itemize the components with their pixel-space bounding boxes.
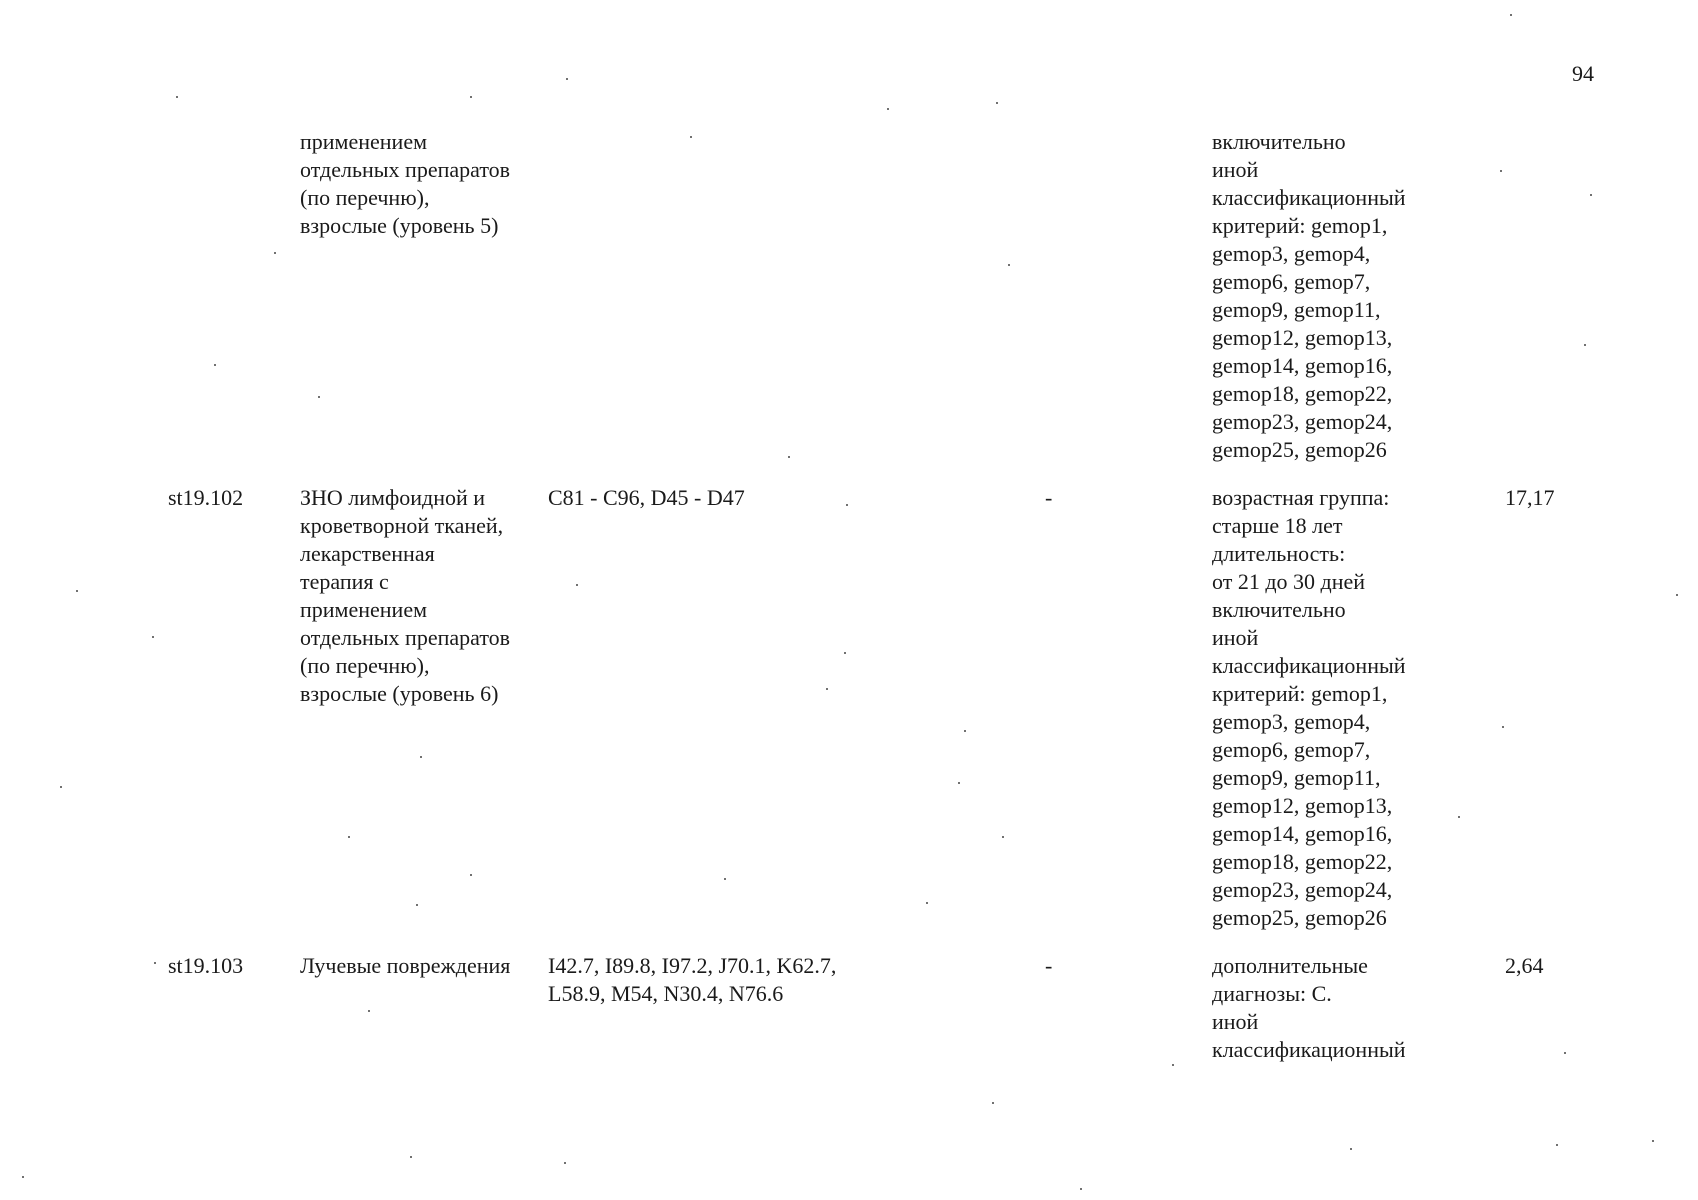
scan-speck — [1008, 264, 1010, 266]
scan-speck — [926, 902, 928, 904]
scan-speck — [274, 252, 276, 254]
row-dash-cell: - — [1045, 953, 1053, 978]
scan-speck — [826, 688, 828, 690]
scan-speck — [566, 78, 568, 80]
row-name-cell: Лучевые повреждения — [300, 953, 511, 978]
scan-speck — [416, 904, 418, 906]
scan-speck — [1002, 836, 1004, 838]
scan-speck — [1510, 14, 1512, 16]
scan-speck — [576, 584, 578, 586]
row-name-cell: применением отдельных препаратов (по перечню), взрослые (уровень 5) — [300, 129, 511, 238]
scan-speck — [22, 1176, 24, 1178]
scan-speck — [1652, 1140, 1654, 1142]
row-criteria-cell: включительно иной классификационный критерий: gemop1, gemop3, gemop4, gemop6, gemop7, gemop9, gemop11, gemop12, gemop13, gemop14, gemop16, gemop18, gemop22, gemop23, gemop24, gemop25, gemop26 — [1212, 129, 1406, 462]
scan-speck — [690, 136, 692, 138]
row-code-cell: st19.102 — [168, 485, 244, 510]
scan-speck — [76, 590, 78, 592]
scan-speck — [1502, 726, 1504, 728]
scan-speck — [564, 1162, 566, 1164]
page-number: 94 — [1572, 61, 1594, 86]
scan-speck — [1350, 1148, 1352, 1150]
scan-speck — [1500, 170, 1502, 172]
scan-speck — [420, 756, 422, 758]
scan-speck — [318, 396, 320, 398]
scan-speck — [964, 730, 966, 732]
scan-speck — [958, 782, 960, 784]
scan-speck — [368, 1010, 370, 1012]
scan-speck — [844, 652, 846, 654]
scan-speck — [887, 108, 889, 110]
scan-speck — [410, 1156, 412, 1158]
scan-speck — [1590, 194, 1592, 196]
row-icd-cell: C81 - C96, D45 - D47 — [548, 485, 745, 510]
scan-speck — [1564, 1052, 1566, 1054]
scan-speck — [60, 786, 62, 788]
row-coef-cell: 17,17 — [1505, 485, 1555, 510]
scan-speck — [214, 364, 216, 366]
scan-speck — [996, 102, 998, 104]
row-icd-cell: I42.7, I89.8, I97.2, J70.1, K62.7, L58.9, M54, N30.4, N76.6 — [548, 953, 837, 1006]
scan-speck — [470, 96, 472, 98]
scan-speck — [154, 962, 156, 964]
scan-speck — [152, 636, 154, 638]
scan-speck — [1458, 816, 1460, 818]
scan-speck — [1584, 344, 1586, 346]
row-criteria-cell: возрастная группа: старше 18 лет длительность: от 21 до 30 дней включительно иной классификационный критерий: gemop1, gemop3, gemop4, gemop6, gemop7, gemop9, gemop11, gemop12, gemop13, gemop14, gemop16, gemop18, gemop22, gemop23, gemop24, gemop25, gemop26 — [1212, 485, 1406, 930]
row-coef-cell: 2,64 — [1505, 953, 1544, 978]
scan-speck — [992, 1102, 994, 1104]
scan-speck — [1676, 594, 1678, 596]
row-criteria-cell: дополнительные диагнозы: C. иной классификационный — [1212, 953, 1406, 1062]
scan-speck — [1080, 1188, 1082, 1190]
row-name-cell: ЗНО лимфоидной и кроветворной тканей, лекарственная терапия с применением отдельных препаратов (по перечню), взрослые (уровень 6) — [300, 485, 511, 706]
row-code-cell: st19.103 — [168, 953, 244, 978]
scan-speck — [176, 96, 178, 98]
scan-speck — [1556, 1144, 1558, 1146]
scan-speck — [348, 836, 350, 838]
scan-speck — [788, 456, 790, 458]
row-dash-cell: - — [1045, 485, 1053, 510]
scan-speck — [724, 878, 726, 880]
scan-speck — [470, 874, 472, 876]
scan-speck — [846, 504, 848, 506]
scan-speck — [1172, 1064, 1174, 1066]
